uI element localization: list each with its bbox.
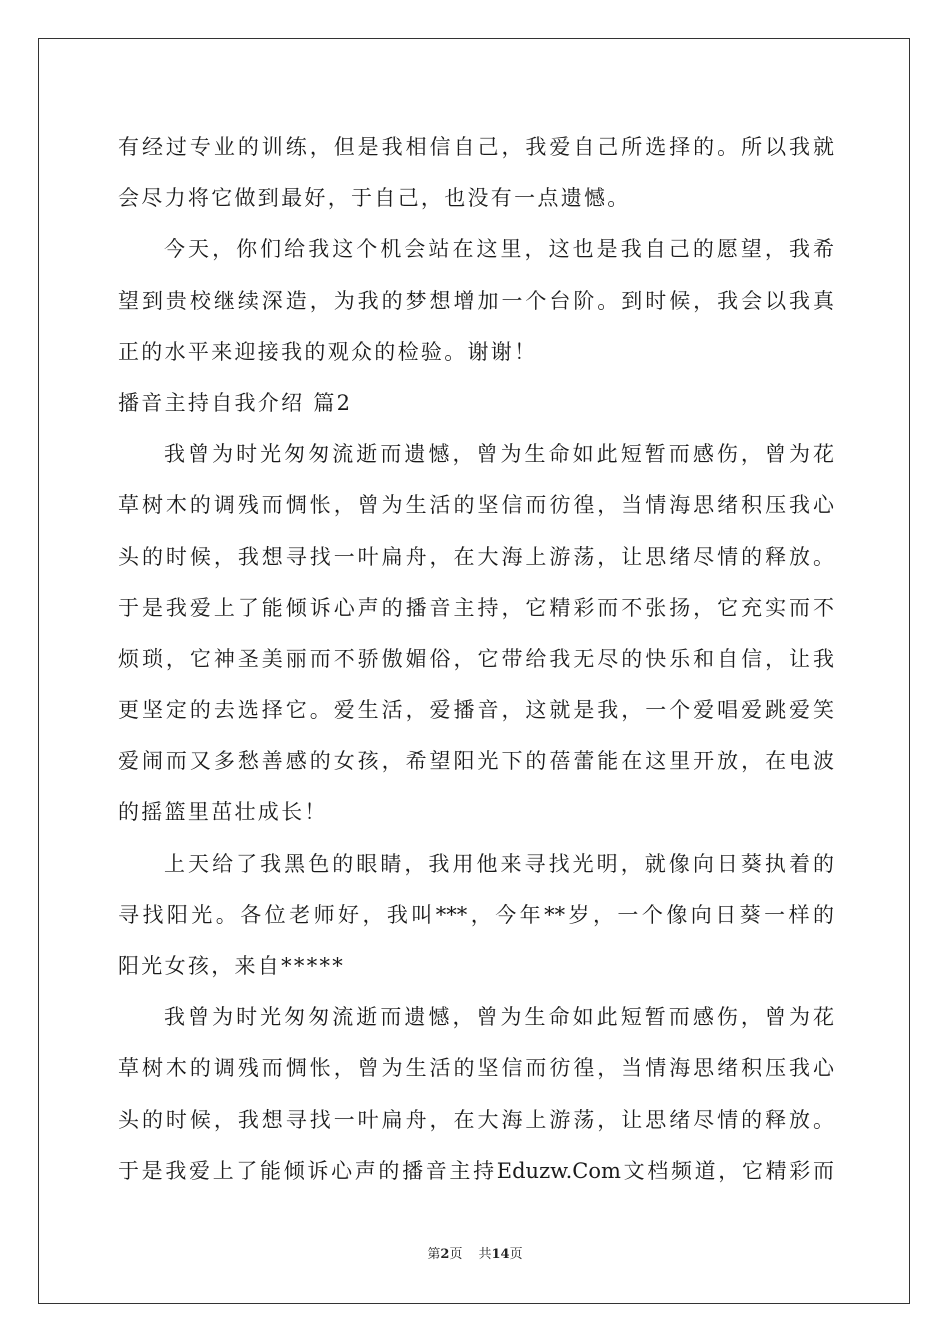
- page-number: 2: [440, 1247, 450, 1262]
- text-line: 更坚定的去选择它。爱生活，爱播音，这就是我，一个爱唱爱跳爱笑: [118, 698, 834, 723]
- text-line: 播音主持自我介绍 篇2: [118, 390, 353, 415]
- text-line: 我曾为时光匆匆流逝而遗憾，曾为生命如此短暂而感伤，曾为花: [164, 442, 834, 467]
- total-prefix: 共: [478, 1247, 492, 1262]
- text-line: 烦琐，它神圣美丽而不骄傲媚俗，它带给我无尽的快乐和自信，让我: [118, 646, 834, 671]
- text-line: 头的时候，我想寻找一叶扁舟，在大海上游荡，让思绪尽情的释放。: [118, 1107, 834, 1132]
- text-line: 我曾为时光匆匆流逝而遗憾，曾为生命如此短暂而感伤，曾为花: [164, 1005, 834, 1030]
- page-footer: [0, 1246, 950, 1264]
- text-line: 望到贵校继续深造，为我的梦想增加一个台阶。到时候，我会以我真: [118, 288, 834, 313]
- text-line: 阳光女孩，来自*****: [118, 954, 346, 978]
- text-line: 寻找阳光。各位老师好，我叫***，今年**岁，一个像向日葵一样的: [118, 902, 834, 927]
- text-line: 的摇篮里茁壮成长！: [118, 800, 328, 825]
- text-line: 于是我爱上了能倾诉心声的播音主持Eduzw.Com文档频道，它精彩而: [118, 1158, 834, 1183]
- text-line: 今天，你们给我这个机会站在这里，这也是我自己的愿望，我希: [164, 237, 834, 262]
- page-suffix: 页: [449, 1247, 463, 1262]
- text-line: 爱闹而又多愁善感的女孩，希望阳光下的蓓蕾能在这里开放，在电波: [118, 749, 834, 774]
- text-line: 草树木的调残而惆怅，曾为生活的坚信而彷徨，当情海思绪积压我心: [118, 1056, 834, 1081]
- text-line: 于是我爱上了能倾诉心声的播音主持，它精彩而不张扬，它充实而不: [118, 595, 834, 620]
- text-line: 会尽力将它做到最好，于自己，也没有一点遗憾。: [118, 186, 631, 211]
- total-pages: 14: [491, 1247, 510, 1262]
- text-line: 有经过专业的训练，但是我相信自己，我爱自己所选择的。所以我就: [118, 135, 834, 159]
- text-line: 草树木的调残而惆怅，曾为生活的坚信而彷徨，当情海思绪积压我心: [118, 493, 834, 518]
- text-line: 上天给了我黑色的眼睛，我用他来寻找光明，就像向日葵执着的: [164, 851, 834, 876]
- text-line: 头的时候，我想寻找一叶扁舟，在大海上游荡，让思绪尽情的释放。: [118, 544, 834, 569]
- text-line: 正的水平来迎接我的观众的检验。谢谢！: [118, 339, 538, 364]
- document-body: [118, 122, 834, 1197]
- page-prefix: 第: [427, 1247, 441, 1262]
- total-suffix: 页: [509, 1247, 523, 1262]
